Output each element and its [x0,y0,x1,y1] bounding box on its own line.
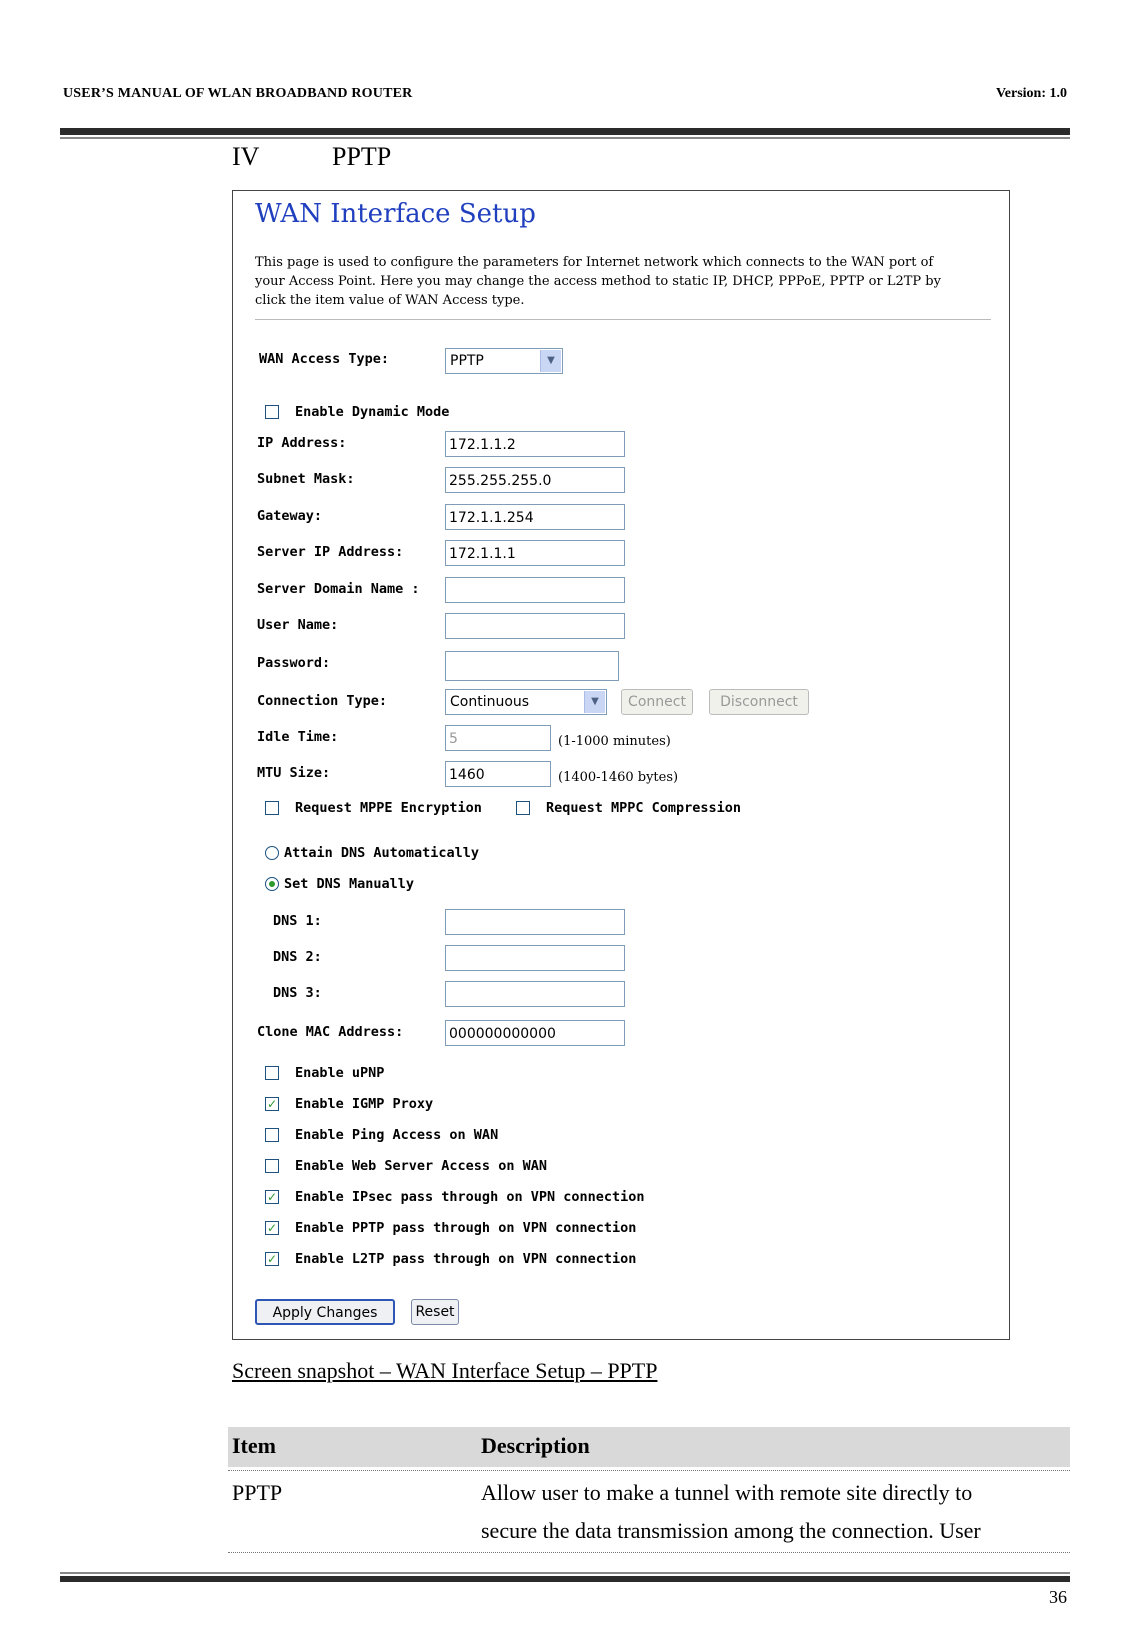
pptp-label: Enable PPTP pass through on VPN connection [295,1220,637,1236]
igmp-proxy-label: Enable IGMP Proxy [295,1096,434,1112]
upnp-checkbox[interactable] [265,1066,279,1080]
wan-setup-screenshot [232,190,1010,1340]
wan-access-type-value: PPTP [450,353,484,369]
l2tp-checkbox[interactable]: ✓ [266,1252,278,1266]
figure-caption: Screen snapshot – WAN Interface Setup – PPTP [232,1358,658,1383]
mppe-checkbox[interactable] [265,801,279,815]
dns-manual-label: Set DNS Manually [284,876,415,892]
footer-rule [60,1576,1070,1582]
dns-auto-label: Attain DNS Automatically [284,845,480,861]
row-divider [228,1470,1070,1471]
dns1-label: DNS 1: [273,913,322,929]
dns3-input[interactable] [445,981,625,1007]
row-description-line1: Allow user to make a tunnel with remote site directly to [481,1480,973,1505]
server-ip-input[interactable]: 172.1.1.1 [445,540,625,566]
dns3-label: DNS 3: [273,985,322,1001]
header-rule [60,128,1070,135]
ip-address-input[interactable]: 172.1.1.2 [445,431,625,457]
header-rule-thin [60,137,1070,139]
gateway-input[interactable]: 172.1.1.254 [445,504,625,530]
mppc-label: Request MPPC Compression [546,800,742,816]
mppc-checkbox[interactable] [516,801,530,815]
wan-access-type-select[interactable] [445,348,563,374]
dns1-input[interactable] [445,909,625,935]
mppe-label: Request MPPE Encryption [295,800,482,816]
chevron-down-icon: ▼ [540,350,561,372]
connection-type-value: Continuous [450,694,530,710]
radio-dot [269,881,275,887]
table-header [228,1427,1070,1467]
upnp-label: Enable uPNP [295,1065,385,1081]
section-title: PPTP [332,142,392,171]
dns-auto-radio[interactable] [265,846,279,860]
row-divider [228,1552,1070,1553]
subnet-mask-input[interactable]: 255.255.255.0 [445,467,625,493]
apply-changes-button[interactable]: Apply Changes [255,1299,395,1325]
disconnect-button[interactable]: Disconnect [709,689,809,715]
dns-manual-radio[interactable] [265,877,279,891]
wan-setup-title: WAN Interface Setup [255,199,536,229]
server-domain-input[interactable] [445,577,625,603]
user-name-label: User Name: [257,617,339,633]
ping-access-checkbox[interactable] [265,1128,279,1142]
password-label: Password: [257,655,331,671]
page-number: 36 [1049,1587,1067,1607]
subnet-mask-label: Subnet Mask: [257,471,355,487]
dynamic-mode-label: Enable Dynamic Mode [295,404,450,420]
dynamic-mode-checkbox[interactable] [265,405,279,419]
server-ip-label: Server IP Address: [257,544,404,560]
manual-title: USER’S MANUAL OF WLAN BROADBAND ROUTER [63,86,413,101]
footer-rule-thin [60,1572,1070,1574]
dns2-label: DNS 2: [273,949,322,965]
wan-access-type-label: WAN Access Type: [259,351,390,367]
dns2-input[interactable] [445,945,625,971]
idle-time-input[interactable]: 5 [445,725,551,751]
l2tp-label: Enable L2TP pass through on VPN connection [295,1251,637,1267]
wan-setup-intro: This page is used to configure the parameters for Internet network which connects to the WAN port of your Access Point. Here you may change the access method to static IP, DHCP, PPPoE, PPTP or L2TP by click the item value of WAN Access type. [255,255,941,308]
divider [255,319,991,320]
column-header-item: Item [232,1433,276,1458]
ipsec-checkbox[interactable]: ✓ [266,1190,278,1204]
server-domain-label: Server Domain Name : [257,581,420,597]
row-description-line2: secure the data transmission among the connection. User [481,1518,981,1543]
mtu-hint: (1400-1460 bytes) [558,770,679,785]
column-header-description: Description [481,1433,590,1458]
password-input[interactable] [445,651,619,681]
web-access-label: Enable Web Server Access on WAN [295,1158,547,1174]
clone-mac-input[interactable]: 000000000000 [445,1020,625,1046]
chevron-down-icon: ▼ [584,691,605,713]
ip-address-label: IP Address: [257,435,347,451]
version-label: Version: 1.0 [995,86,1067,101]
ipsec-label: Enable IPsec pass through on VPN connection [295,1189,645,1205]
mtu-label: MTU Size: [257,765,331,781]
igmp-proxy-checkbox[interactable]: ✓ [266,1097,278,1111]
reset-button[interactable]: Reset [411,1299,459,1325]
mtu-input[interactable]: 1460 [445,761,551,787]
web-access-checkbox[interactable] [265,1159,279,1173]
ping-access-label: Enable Ping Access on WAN [295,1127,499,1143]
row-item: PPTP [232,1480,283,1505]
connect-button[interactable]: Connect [621,689,693,715]
idle-time-label: Idle Time: [257,729,339,745]
idle-time-hint: (1-1000 minutes) [558,734,671,749]
user-name-input[interactable] [445,613,625,639]
section-number: IV [232,142,260,171]
gateway-label: Gateway: [257,508,323,524]
connection-type-label: Connection Type: [257,693,388,709]
clone-mac-label: Clone MAC Address: [257,1024,404,1040]
pptp-checkbox[interactable]: ✓ [266,1221,278,1235]
connection-type-select[interactable] [445,689,607,715]
